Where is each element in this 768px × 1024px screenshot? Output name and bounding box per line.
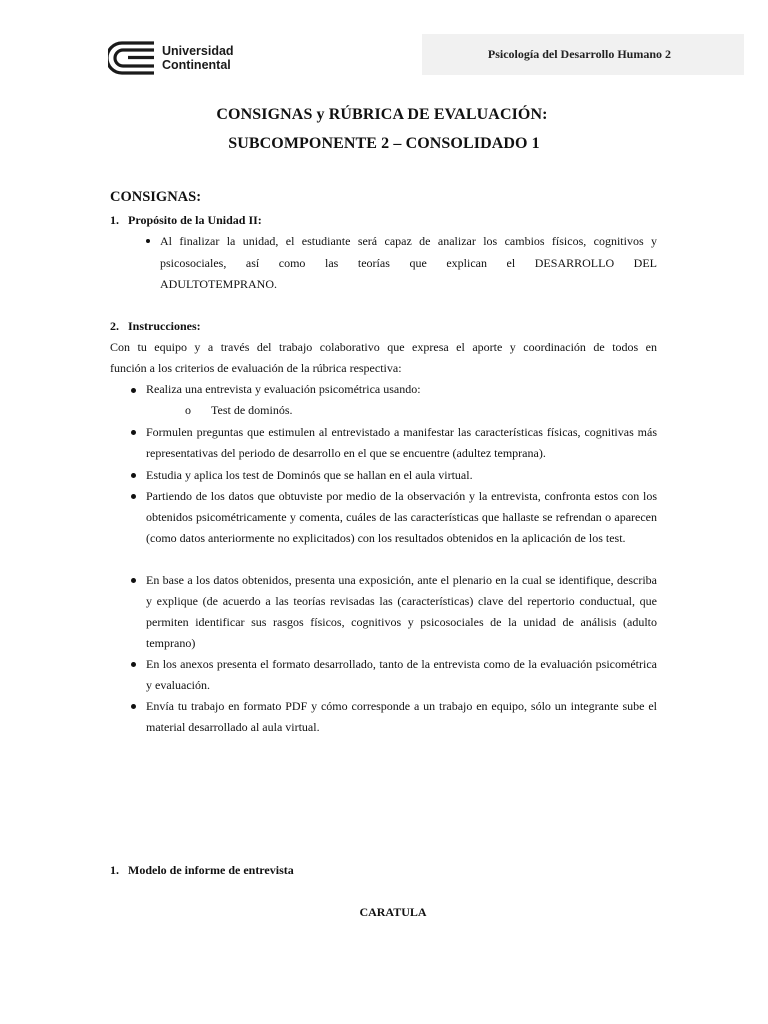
instruction-item: En base a los datos obtenidos, presenta una exposición, ante el plenario en la cual se identifique, describa y explique (de acuerdo a las teorías revisadas las (características) clave del repertorio conductual, que permiten identificar sus rasgos físicos, cognitivos y psicosociales de la unidad de análisis (adulto temprano) (146, 573, 657, 650)
instruction-item: Realiza una entrevista y evaluación psicométrica usando: (146, 382, 421, 396)
instruction-subitem: Test de dominós. (211, 403, 293, 417)
section-2-title: Instrucciones: (128, 319, 201, 333)
purpose-line-2: psicosociales, así como las teorías que explican el DESARROLLO DEL (160, 256, 657, 270)
instructions-intro-line-2: función a los criterios de evaluación de la rúbrica respectiva: (110, 361, 402, 375)
course-header (422, 34, 744, 75)
section-3-title: Modelo de informe de entrevista (128, 863, 294, 877)
logo-line-1: Universidad (162, 44, 234, 58)
bullet-marker (146, 239, 150, 243)
bullet-marker (131, 704, 136, 709)
document-title: CONSIGNAS y RÚBRICA DE EVALUACIÓN: (216, 106, 548, 123)
section-2-number: 2. (110, 319, 119, 333)
consignas-heading: CONSIGNAS: (110, 189, 202, 205)
bullet-marker (131, 388, 136, 393)
document-subtitle: SUBCOMPONENTE 2 – CONSOLIDADO 1 (228, 135, 540, 152)
logo-line-2: Continental (162, 58, 231, 72)
instruction-item: Estudia y aplica los test de Dominós que se hallan en el aula virtual. (146, 468, 473, 482)
purpose-line-1: Al finalizar la unidad, el estudiante será capaz de analizar los cambios físicos, cognitivos y (160, 234, 657, 248)
university-name (162, 44, 234, 72)
caratula-heading: CARATULA (359, 905, 427, 919)
purpose-line-3: ADULTOTEMPRANO. (160, 277, 278, 291)
university-logo-icon (108, 40, 158, 76)
section-1-number: 1. (110, 213, 119, 227)
section-3-number: 1. (110, 863, 119, 877)
bullet-marker (131, 578, 136, 583)
bullet-marker (131, 473, 136, 478)
university-logo (108, 40, 248, 80)
bullet-marker (131, 494, 136, 499)
instruction-item: Formulen preguntas que estimulen al entrevistado a manifestar las características físicas, cognitivas más representativas del periodo de desarrollo en el que se encuentre (adultez temprana). (146, 425, 657, 460)
instruction-item: En los anexos presenta el formato desarrollado, tanto de la entrevista como de la evaluación psicométrica y evaluación. (146, 657, 657, 692)
bullet-marker (131, 430, 136, 435)
instruction-item: Partiendo de los datos que obtuviste por medio de la observación y la entrevista, confronta estos con los obtenidos psicométricamente y comenta, cuáles de las características que hallaste se refrendan o aparecen (como datos anteriormente no explicitados) con los resultados obtenidos en la aplicación de los test. (146, 489, 657, 545)
instruction-item: Envía tu trabajo en formato PDF y cómo corresponde a un trabajo en equipo, sólo un integrante sube el material desarrollado al aula virtual. (146, 699, 657, 734)
section-1-title: Propósito de la Unidad II: (128, 213, 262, 227)
instructions-intro-line-1: Con tu equipo y a través del trabajo colaborativo que expresa el aporte y coordinación de todos en (110, 340, 657, 354)
subitem-marker: o (185, 403, 191, 417)
bullet-marker (131, 662, 136, 667)
course-title: Psicología del Desarrollo Humano 2 (487, 47, 671, 61)
